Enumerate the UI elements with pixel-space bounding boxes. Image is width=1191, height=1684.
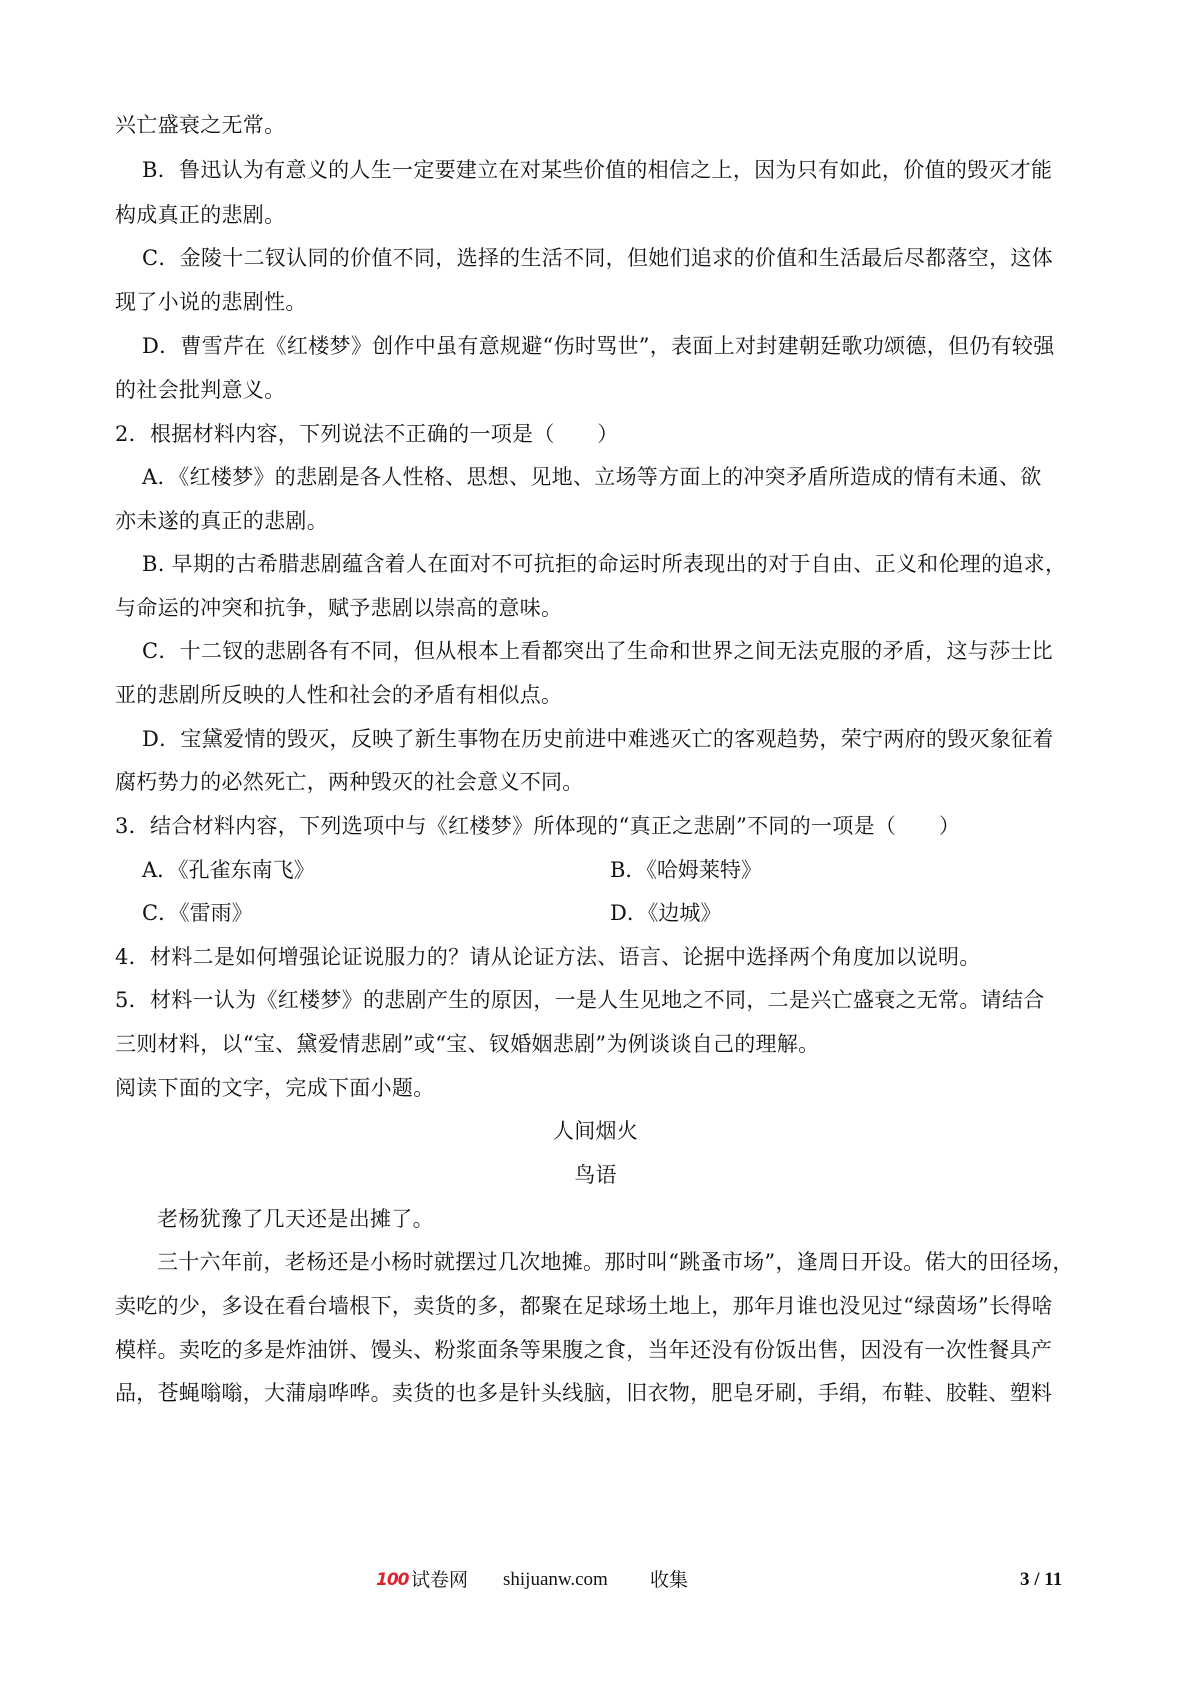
text-line: 现了小说的悲剧性。 [115, 290, 307, 314]
story-author: 鸟语 [574, 1163, 617, 1187]
option-d-line: D．宝黛爱情的毁灭，反映了新生事物在历史前进中难逃灭亡的客观趋势，荣宁两府的毁灭象征着 [142, 727, 1054, 751]
site-logo-text: 试卷网 [411, 1569, 469, 1591]
option-a: A．《孔雀东南飞》 [142, 858, 315, 882]
option-d-line: D．曹雪芹在《红楼梦》创作中虽有意规避“伤时骂世”，表面上对封建朝廷歌功颂德，但仍有较强 [142, 334, 1055, 358]
text-line: 的社会批判意义。 [115, 378, 286, 402]
text-line: 构成真正的悲剧。 [115, 203, 286, 227]
story-line: 品，苍蝇嗡嗡，大蒲扇哗哗。卖货的也多是针头线脑，旧衣物，肥皂牙刷，手绢，布鞋、胶鞋、塑料 [115, 1381, 1053, 1405]
story-paragraph: 三十六年前，老杨还是小杨时就摆过几次地摊。那时叫“跳蚤市场”，逢周日开设。偌大的田径场， [157, 1250, 1074, 1274]
option-b-line: B. 早期的古希腊悲剧蕴含着人在面对不可抗拒的命运时所表现出的对于自由、正义和伦理的追求， [142, 552, 1067, 576]
page-number: 3 / 11 [1020, 1569, 1063, 1590]
story-line: 卖吃的少，多设在看台墙根下，卖货的多，都聚在足球场土地上，那年月谁也没见过“绿茵场”长得啥 [115, 1294, 1053, 1318]
text-line: 腐朽势力的必然死亡，两种毁灭的社会意义不同。 [115, 770, 584, 794]
option-c-line: C．十二钗的悲剧各有不同，但从根本上看都突出了生命和世界之间无法克服的矛盾，这与莎士比 [142, 639, 1053, 663]
text-line: 亚的悲剧所反映的人性和社会的矛盾有相似点。 [115, 683, 563, 707]
option-c-line: C．金陵十二钗认同的价值不同，选择的生活不同，但她们追求的价值和生活最后尽都落空，这体 [142, 246, 1053, 270]
option-c: C．《雷雨》 [142, 901, 253, 925]
question-2: 2．根据材料内容，下列说法不正确的一项是（ ） [115, 422, 619, 446]
option-b-line: B．鲁迅认为有意义的人生一定要建立在对某些价值的相信之上，因为只有如此，价值的毁灭才能 [142, 158, 1053, 182]
site-logo-number: 100 [376, 1570, 409, 1590]
text-line: 三则材料，以“宝、黛爱情悲剧”或“宝、钗婚姻悲剧”为例谈谈自己的理解。 [115, 1032, 820, 1056]
page-footer [0, 1565, 1191, 1595]
text-line: 与命运的冲突和抗争，赋予悲剧以崇高的意味。 [115, 596, 563, 620]
text-line: 亦未遂的真正的悲剧。 [115, 509, 328, 533]
question-5: 5．材料一认为《红楼梦》的悲剧产生的原因，一是人生见地之不同，二是兴亡盛衰之无常。请结合 [115, 988, 1045, 1012]
story-line: 模样。卖吃的多是炸油饼、馒头、粉浆面条等果腹之食，当年还没有份饭出售，因没有一次性餐具产 [115, 1338, 1053, 1362]
option-b: B．《哈姆莱特》 [610, 858, 762, 882]
reading-instruction: 阅读下面的文字，完成下面小题。 [115, 1076, 435, 1100]
question-4: 4．材料二是如何增强论证说服力的？请从论证方法、语言、论据中选择两个角度加以说明。 [115, 945, 981, 969]
text-line: 兴亡盛衰之无常。 [115, 113, 286, 137]
option-a-line: A．《红楼梦》的悲剧是各人性格、思想、见地、立场等方面上的冲突矛盾所造成的情有未通、欲 [142, 465, 1042, 489]
option-d: D．《边城》 [610, 901, 722, 925]
question-3: 3．结合材料内容，下列选项中与《红楼梦》所体现的“真正之悲剧”不同的一项是（ ） [115, 814, 961, 838]
story-paragraph: 老杨犹豫了几天还是出摊了。 [157, 1207, 434, 1231]
collect-label: 收集 [650, 1569, 689, 1591]
story-title: 人间烟火 [552, 1119, 639, 1143]
site-url: shijuanw.com [503, 1569, 608, 1590]
